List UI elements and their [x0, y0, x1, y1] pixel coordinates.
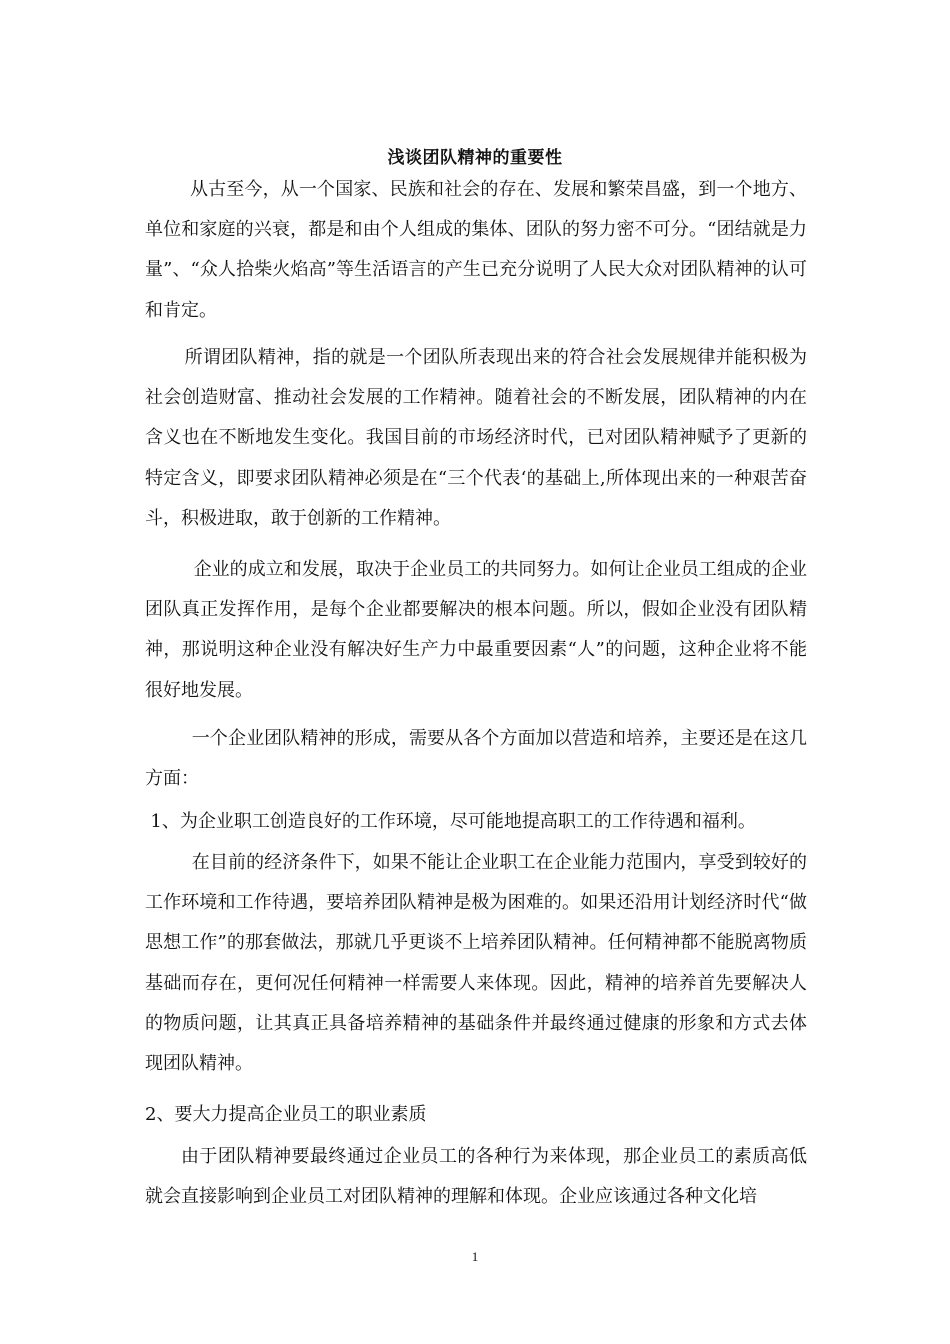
section-heading-1: 1、为企业职工创造良好的工作环境，尽可能地提高职工的工作待遇和福利。 [150, 811, 756, 832]
page-number: 1 [471, 1249, 479, 1264]
paragraph-employee-quality: 由于团队精神要最终通过企业员工的各种行为来体现，那企业员工的素质高低就会直接影响到企业员工对团队精神的理解和体现。企业应该通过各种文化培 [145, 1146, 807, 1208]
paragraph-definition: 所谓团队精神，指的就是一个团队所表现出来的符合社会发展规律并能积极为社会创造财富、推动社会发展的工作精神。随着社会的不断发展，团队精神的内在含义也在不断地发生变化。我国目前的市场经济时代，已对团队精神赋予了更新的特定含义，即要求团队精神必须是在“三个代表‘的基础上,所体现出来的一种艰苦奋斗，积极进取，敢于创新的工作精神。 [145, 347, 807, 529]
paragraph-intro: 从古至今，从一个国家、民族和社会的存在、发展和繁荣昌盛，到一个地方、单位和家庭的兴衰，都是和由个人组成的集体、团队的努力密不可分。“团结就是力量”、“众人拾柴火焰高”等生活语言的产生已充分说明了人民大众对团队精神的认可和肯定。 [145, 179, 807, 321]
paragraph-formation: 一个企业团队精神的形成，需要从各个方面加以营造和培养，主要还是在这几方面： [145, 728, 807, 790]
section-heading-2: 2、要大力提高企业员工的职业素质 [145, 1104, 427, 1125]
paragraph-enterprise: 企业的成立和发展，取决于企业员工的共同努力。如何让企业员工组成的企业团队真正发挥作用，是每个企业都要解决的根本问题。所以，假如企业没有团队精神，那说明这种企业没有解决好生产力中最重要因素“人”的问题，这种企业将不能很好地发展。 [145, 559, 807, 701]
paragraph-economic-conditions: 在目前的经济条件下，如果不能让企业职工在企业能力范围内，享受到较好的工作环境和工作待遇，要培养团队精神是极为困难的。如果还沿用计划经济时代“做思想工作”的那套做法，那就几乎更谈不上培养团队精神。任何精神都不能脱离物质基础而存在，更何况任何精神一样需要人来体现。因此，精神的培养首先要解决人的物质问题，让其真正具备培养精神的基础条件并最终通过健康的形象和方式去体现团队精神。 [145, 852, 807, 1075]
document-title: 浅谈团队精神的重要性 [387, 148, 563, 168]
